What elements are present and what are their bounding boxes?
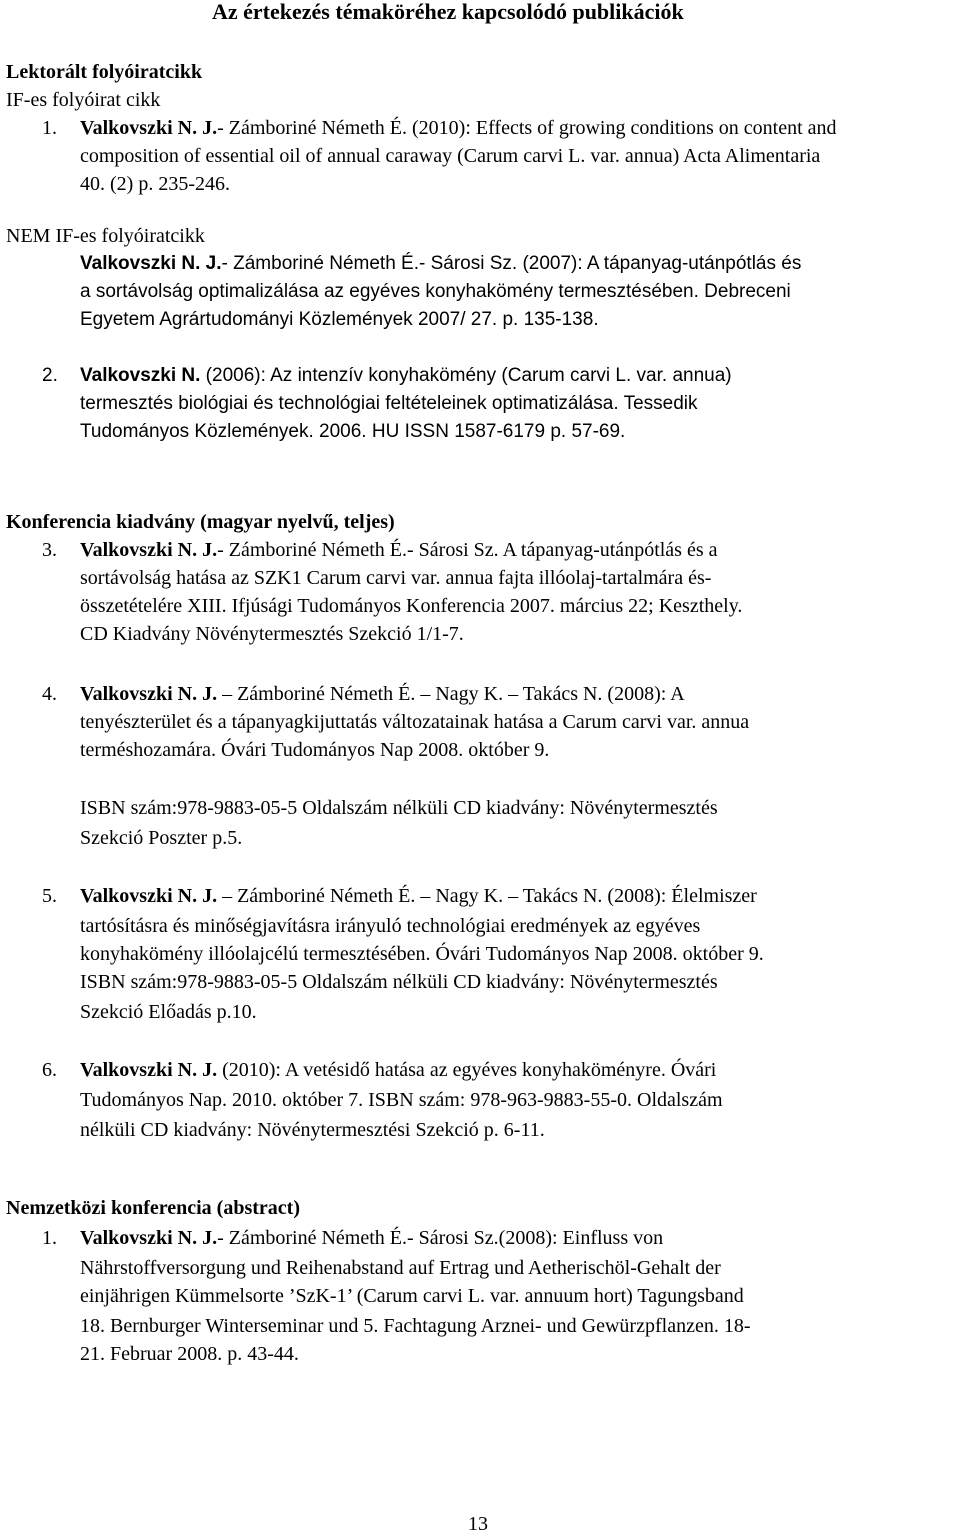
citation-line: Tudományos Nap. 2010. október 7. ISBN szám: 978-963-9883-55-0. Oldalszám xyxy=(80,1089,723,1111)
citation-line: ISBN szám:978-9883-05-5 Oldalszám nélküli CD kiadvány: Növénytermesztés xyxy=(80,971,718,993)
author-name: Valkovszki N. xyxy=(80,365,201,386)
item-number: 2. xyxy=(42,365,58,386)
author-name: Valkovszki N. J. xyxy=(80,1227,218,1249)
author-name: Valkovszki N. J. xyxy=(80,539,218,561)
citation-line: konyhakömény illóolajcélú termesztésében. Óvári Tudományos Nap 2008. október 9. xyxy=(80,943,764,965)
item-number: 5. xyxy=(42,885,57,907)
author-name: Valkovszki N. J. xyxy=(80,1059,218,1081)
citation-text: (2006): Az intenzív konyhakömény (Carum carvi L. var. annua) xyxy=(200,365,732,386)
citation-text: - Zámboriné Németh É. (2010): Effects of growing conditions on content and xyxy=(217,117,837,139)
page-number: 13 xyxy=(468,1513,488,1535)
author-name: Valkovszki N. J. xyxy=(80,683,218,705)
citation-line: Nährstoffversorgung und Reihenabstand auf Ertrag und Aetherischöl-Gehalt der xyxy=(80,1257,721,1279)
section-heading-conf-intl: Nemzetközi konferencia (abstract) xyxy=(6,1197,300,1219)
item-number: 1. xyxy=(42,1227,57,1249)
section-heading-conf-hu: Konferencia kiadvány (magyar nyelvű, teljes) xyxy=(6,511,395,533)
author-name: Valkovszki N. J. xyxy=(80,117,218,139)
citation-line: Egyetem Agrártudományi Közlemények 2007/ 27. p. 135-138. xyxy=(80,309,599,330)
citation-text: – Zámboriné Németh É. – Nagy K. – Takács N. (2008): Élelmiszer xyxy=(217,885,757,907)
citation-text: - Zámboriné Németh É.- Sárosi Sz. (2007): A tápanyag-utánpótlás és xyxy=(221,253,802,274)
citation-line: összetételére XIII. Ifjúsági Tudományos Konferencia 2007. március 22; Keszthely. xyxy=(80,595,743,617)
author-name: Valkovszki N. J. xyxy=(80,885,218,907)
citation-text: – Zámboriné Németh É. – Nagy K. – Takács N. (2008): A xyxy=(217,683,685,705)
section-heading-non-if: NEM IF-es folyóiratcikk xyxy=(6,225,205,247)
citation-line: a sortávolság optimalizálása az egyéves konyhakömény termesztésében. Debreceni xyxy=(80,281,791,302)
citation-line: 21. Februar 2008. p. 43-44. xyxy=(80,1343,299,1365)
item-number: 6. xyxy=(42,1059,57,1081)
citation-text: (2010): A vetésidő hatása az egyéves konyhakömény​re. Óvári xyxy=(217,1059,717,1081)
citation-text: - Zámboriné Németh É.- Sárosi Sz.(2008): Einfluss von xyxy=(217,1227,664,1249)
citation-line: Tudományos Közlemények. 2006. HU ISSN 1587-6179 p. 57-69. xyxy=(80,421,626,442)
section-heading-reviewed: Lektorált folyóiratcikk xyxy=(6,61,203,83)
citation-line: einjährigen Kümmelsorte ’SzK-1’ (Carum carvi L. var. annuum hort) Tagungsband xyxy=(80,1285,744,1307)
citation-line: 18. Bernburger Winterseminar und 5. Fachtagung Arznei- und Gewürzpflanzen. 18- xyxy=(80,1315,751,1337)
author-name: Valkovszki N. J. xyxy=(80,253,222,274)
citation-line: CD Kiadvány Növénytermesztés Szekció 1/1-7. xyxy=(80,623,464,645)
citation-text: - Zámboriné Németh É.- Sárosi Sz. A tápanyag-utánpótlás és a xyxy=(217,539,718,561)
citation-line: tartósításra és minőségjavításra irányuló technológiai eredmények az egyéves xyxy=(80,915,701,937)
item-number: 4. xyxy=(42,683,57,705)
item-number: 3. xyxy=(42,539,57,561)
citation-line: nélküli CD kiadvány: Növénytermesztési Szekció p. 6-11. xyxy=(80,1119,545,1141)
citation-line: sortávolság hatása az SZK1 Carum carvi var. annua fajta illóolaj-tartalmára és- xyxy=(80,567,712,589)
citation-line: Szekció Előadás p.10. xyxy=(80,1001,257,1023)
citation-line: terméshozamára. Óvári Tudományos Nap 2008. október 9. xyxy=(80,739,550,761)
section-heading-if: IF-es folyóirat cikk xyxy=(6,89,161,111)
citation-line: Szekció Poszter p.5. xyxy=(80,827,243,849)
citation-line: 40. (2) p. 235-246. xyxy=(80,173,230,195)
citation-line: termesztés biológiai és technológiai feltételeinek optimatizálása. Tessedik xyxy=(80,393,698,414)
citation-line: tenyészterület és a tápanyagkijuttatás változatainak hatása a Carum carvi var. annua xyxy=(80,711,750,733)
citation-line: composition of essential oil of annual caraway (Carum carvi L. var. annua) Acta Alimentaria xyxy=(80,145,821,167)
page-title: Az értekezés témaköréhez kapcsolódó publikációk xyxy=(212,0,684,24)
item-number: 1. xyxy=(42,117,57,139)
citation-line: ISBN szám:978-9883-05-5 Oldalszám nélküli CD kiadvány: Növénytermesztés xyxy=(80,797,718,819)
